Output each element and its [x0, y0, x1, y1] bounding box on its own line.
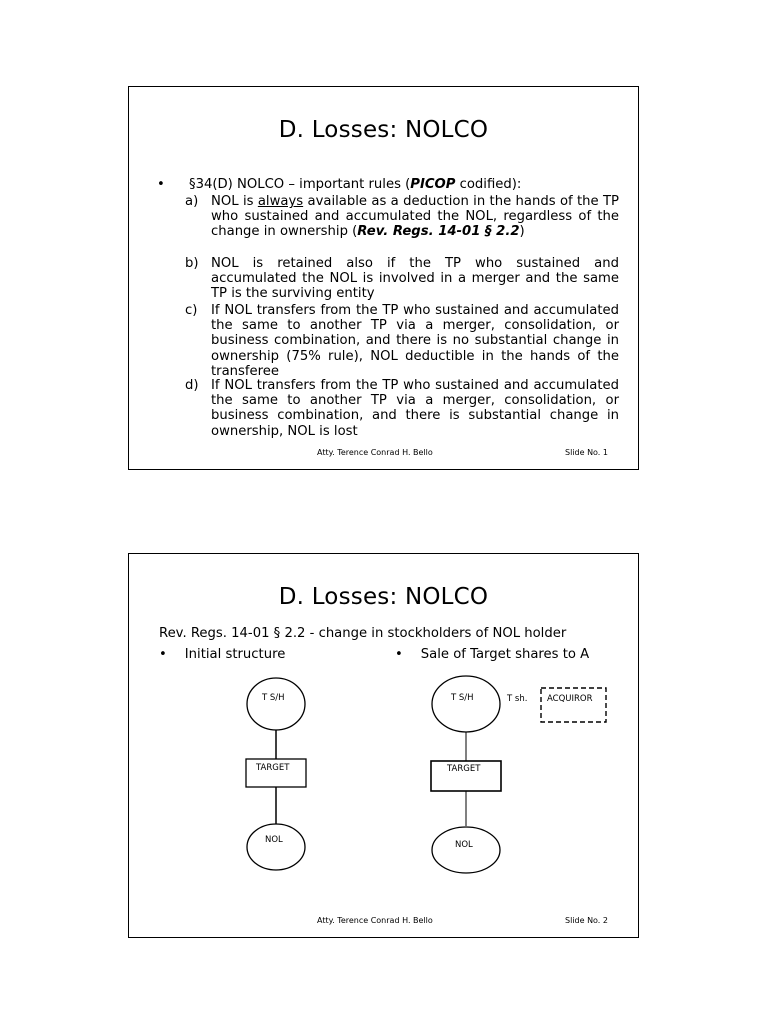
- nol-label: NOL: [265, 835, 283, 845]
- footer-author: Atty. Terence Conrad H. Bello: [317, 916, 433, 925]
- transfer-shares-label: T sh.: [507, 694, 528, 704]
- bullet-icon: •: [159, 647, 167, 662]
- footer-author: Atty. Terence Conrad H. Bello: [317, 448, 433, 457]
- nol-label: NOL: [455, 840, 473, 850]
- shareholders-node: [432, 676, 500, 732]
- target-label: TARGET: [256, 763, 290, 773]
- shareholders-label: T S/H: [451, 693, 474, 703]
- diagram-initial-structure: [246, 678, 306, 870]
- slide-2-title: D. Losses: NOLCO: [278, 584, 489, 610]
- bullet-initial-structure: • Initial structure: [159, 647, 286, 662]
- acquiror-label: ACQUIROR: [547, 694, 593, 704]
- diagram-sale-of-shares: [431, 676, 606, 873]
- slide-2: [128, 553, 639, 938]
- footer-slide-number: Slide No. 2: [565, 916, 608, 925]
- bullet-icon: •: [157, 177, 165, 192]
- shareholders-label: T S/H: [262, 693, 285, 703]
- shareholders-node: [247, 678, 305, 730]
- slide-1: D. Losses: NOLCO • §34(D) NOLCO – important rules (PICOP codified): a) NOL is always available as a deduction in the hands of the TP who sustained and accumulated the NOL, regardless of the change in ownership (Rev. Regs. 14-01 § 2.2) b) NOL is retained also if the TP who sustained and accumulated the NOL is involved in a merger and the same TP is the surviving entity c) If NOL transfers from the TP who sustained and accumulated the same to another TP via a merger, consolidation, or business combination, and there is no substantial change in ownership (75% rule), NOL deductible in the hands of the transferee d) If NOL transfers from the TP who sustained and accumulated the same to another TP via a merger, consolidation, or business combination, and there is substantial change in ownership, NOL is lost Atty. Terence Conrad H. Bello Slide No. 1: [128, 86, 639, 470]
- slide-1-title: D. Losses: NOLCO: [278, 117, 489, 143]
- bullet-icon: •: [395, 647, 403, 662]
- rules-intro: §34(D) NOLCO – important rules (PICOP codified):: [189, 177, 522, 192]
- bullet-sale-of-target: • Sale of Target shares to A: [395, 647, 590, 662]
- nol-node: [432, 827, 500, 873]
- footer-slide-number: Slide No. 1: [565, 448, 608, 457]
- nol-node: [247, 824, 305, 870]
- ownership-diagram: [129, 554, 637, 934]
- slide-2-subtitle: Rev. Regs. 14-01 § 2.2 - change in stockholders of NOL holder: [159, 626, 567, 641]
- target-label: TARGET: [447, 764, 481, 774]
